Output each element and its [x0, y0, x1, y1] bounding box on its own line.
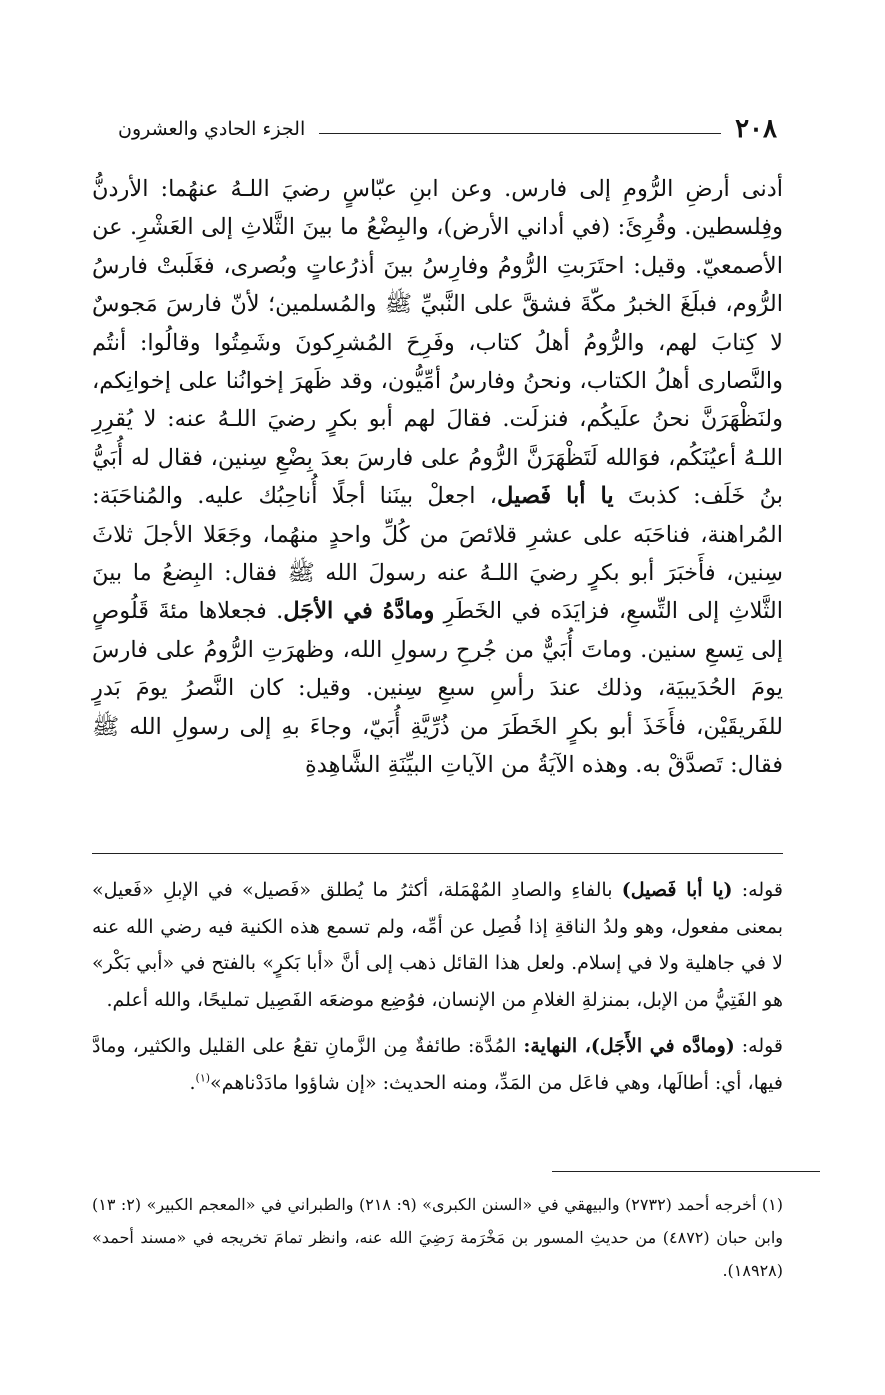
commentary-1-lead: قوله: — [741, 879, 784, 901]
book-part-title: الجزء الحادي والعشرون — [118, 118, 306, 140]
running-header — [118, 112, 777, 146]
main-bold-phrase-1: يا أبا فَصيل — [497, 483, 614, 510]
commentary-2-end: . — [189, 1071, 196, 1094]
main-paragraph — [92, 170, 783, 785]
footnote-reference[interactable]: (١) — [195, 1071, 211, 1085]
commentary-paragraph-1 — [92, 872, 783, 1018]
commentary-2-bold: (ومادَّه في الأَجَل)، النهاية: — [523, 1035, 735, 1057]
header-rule — [319, 133, 721, 134]
main-text-part-1: أدنى أرضِ الرُّومِ إلى فارس. وعن ابنِ عبّاسٍ رضيَ اللـهُ عنهُما: الأردنُّ وفِلسطين. وقُرِئَ: (في أداني الأرض)، والبِضْعُ ما بينَ الثَّلاثِ إلى العَشْرِ. عن الأصمعيّ. وقيل: احتَرَبتِ الرُّومُ وفارِسُ بينَ أذرُعاتٍ وبُصرى، فغَلَبتْ فارسُ الرُّوم، فبلَغَ الخبرُ مكّةَ فشقَّ على النَّبيِّ ﷺ والمُسلمين؛ لأنّ فارسَ مَجوسٌ لا كِتابَ لهم، والرُّومُ أهلُ كتاب، وفَرِحَ المُشرِكونَ وشَمِتُوا وقالُوا: أنتُم والنَّصارى أهلُ الكتاب، ونحنُ وفارسُ أمِّيُّون، وقد ظَهرَ إخوانُنا على إخوانِكم، ولنَظْهَرَنَّ نحنُ علَيكُم، فنزلَت. فقالَ لهم أبو بكرٍ رضيَ اللـهُ عنه: لا يُقرِرِ اللـهُ أعيُنَكُم، فوَالله لَتَظْهَرَنَّ الرُّومُ على فارسَ بعدَ بِضْعِ سِنين، فقال له أُبَيُّ بنُ خَلَف: كذبتَ — [92, 176, 783, 510]
commentary-1-text: بالفاءِ والصادِ المُهْمَلة، أكثرُ ما يُطلق «فَصيل» في الإبلِ «فَعيل» بمعنى مفعول، وهو ولدُ الناقةِ إذا فُصِل عن أمِّه، ولم تسمع هذه الكنية فيه رضي الله عنه لا في جاهلية ولا في إسلام. ولعل هذا القائل ذهب إلى أنَّ «أبا بَكرٍ» بالفتح في «أبي بَكْر» هو الفَتِيُّ من الإبل، بمنزلةِ الغلامِ من الإنسان، فوُضِع موضعَه الفَصِيل تمليحًا، والله أعلم. — [92, 879, 783, 1011]
commentary-1-bold: (يا أبا فَصيل) — [621, 879, 733, 901]
footnotes — [92, 1188, 783, 1287]
commentary — [92, 872, 783, 1111]
footnote-1: (١) أخرجه أحمد (٢٧٣٢) والبيهقي في «السنن الكبرى» (٩: ٢١٨) والطبراني في «المعجم الكبير» (٢: ١٣) وابن حبان (٤٨٧٢) من حديثِ المسور بن مَخْرَمة رَضِيَ الله عنه، وانظر تمامَ تخريجه في «مسند أحمد» (١٨٩٢٨). — [92, 1195, 783, 1280]
commentary-2-lead: قوله: — [741, 1035, 784, 1057]
footnote-divider — [552, 1171, 820, 1172]
commentary-2-text: المُدَّة: طائفةٌ مِن الزَّمانِ تقعُ على القليل والكثير، ومادَّ فيها، أي: أطالَها، وهي فاعَل من المَدِّ، ومنه الحديث: «إن شاؤوا مادَدْناهم» — [92, 1035, 783, 1094]
main-text — [92, 170, 783, 785]
main-bold-phrase-2: ومادَّهُ في الأجَل — [283, 598, 435, 625]
main-text-part-3: . فجعلاها مئةَ قَلُوصٍ إلى تِسعِ سنين. وماتَ أُبَيٌّ من جُرحِ رسولِ الله، وظهرَتِ الرُّومُ على فارسَ يومَ الحُدَيبيَة، وذلك عندَ رأسِ سبعِ سِنين. وقيل: كان النَّصرُ يومَ بَدرٍ للفَريقَيْن، فأَخَذَ أبو بكرٍ الخَطَرَ من ذُرِّيَّةِ أُبَيّ، وجاءَ بهِ إلى رسولِ الله ﷺ فقال: تَصدَّقْ به. وهذه الآيَةُ من الآياتِ البيِّنَةِ الشَّاهِدةِ — [92, 598, 783, 779]
main-text-part-2: ، اجعلْ بينَنا أجلًا أُناحِبُك عليه. والمُناحَبَة: المُراهنة، فناحَبَه على عشرِ قلائصَ من كُلِّ واحدٍ منهُما، وجَعَلا الأجلَ ثلاثَ سِنين، فأَخبَرَ أبو بكرٍ رضيَ اللـهُ عنه رسولَ الله ﷺ فقال: البِضعُ ما بينَ الثَّلاثِ إلى التِّسعِ، فزايَدَه في الخَطَرِ — [92, 483, 784, 625]
section-divider — [92, 853, 783, 854]
commentary-paragraph-2 — [92, 1028, 783, 1101]
page-number: ٢٠٨ — [735, 114, 777, 144]
